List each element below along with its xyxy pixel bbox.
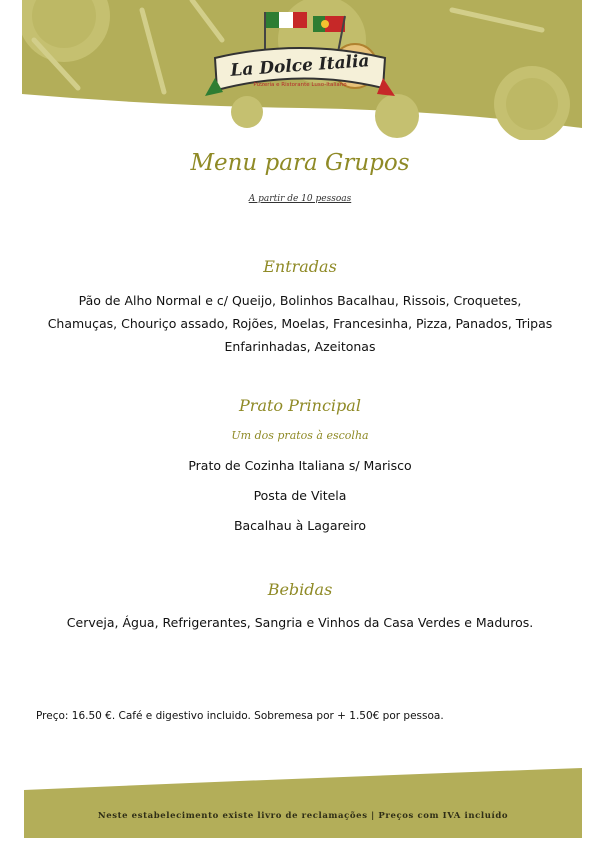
footer-text: Neste estabelecimento existe livro de reclamações | Preços com IVA incluído (97, 811, 509, 821)
restaurant-logo (205, 8, 395, 106)
price-note: Preço: 16.50 €. Café e digestivo incluido. Sobremesa por + 1.50€ por pessoa. (36, 710, 444, 722)
prato-principal-title: Prato Principal (239, 396, 361, 415)
footer-band (24, 768, 582, 838)
dish-item: Prato de Cozinha Italiana s/ Marisco (188, 458, 412, 473)
entradas-line: Pão de Alho Normal e c/ Queijo, Bolinhos Bacalhau, Rissois, Croquetes, (78, 293, 522, 308)
bebidas-title: Bebidas (267, 580, 333, 599)
entradas-line: Enfarinhadas, Azeitonas (224, 339, 376, 354)
logo-script-text: La Dolce Italia (229, 51, 371, 81)
entradas-line: Chamuças, Chouriço assado, Rojões, Moelas, Francesinha, Pizza, Panados, Tripas (47, 316, 553, 331)
menu-title: Menu para Grupos (190, 150, 410, 176)
bebidas-text: Cerveja, Água, Refrigerantes, Sangria e Vinhos da Casa Verdes e Maduros. (66, 615, 534, 630)
entradas-title: Entradas (263, 257, 337, 276)
dish-item: Posta de Vitela (253, 488, 347, 503)
dish-item: Bacalhau à Lagareiro (233, 518, 367, 533)
logo-tagline: Pizzeria e Ristorante Luso-Italiano (253, 82, 347, 88)
menu-subtitle: A partir de 10 pessoas (248, 194, 352, 204)
prato-principal-note: Um dos pratos à escolha (231, 429, 369, 442)
entradas-list (30, 289, 570, 358)
